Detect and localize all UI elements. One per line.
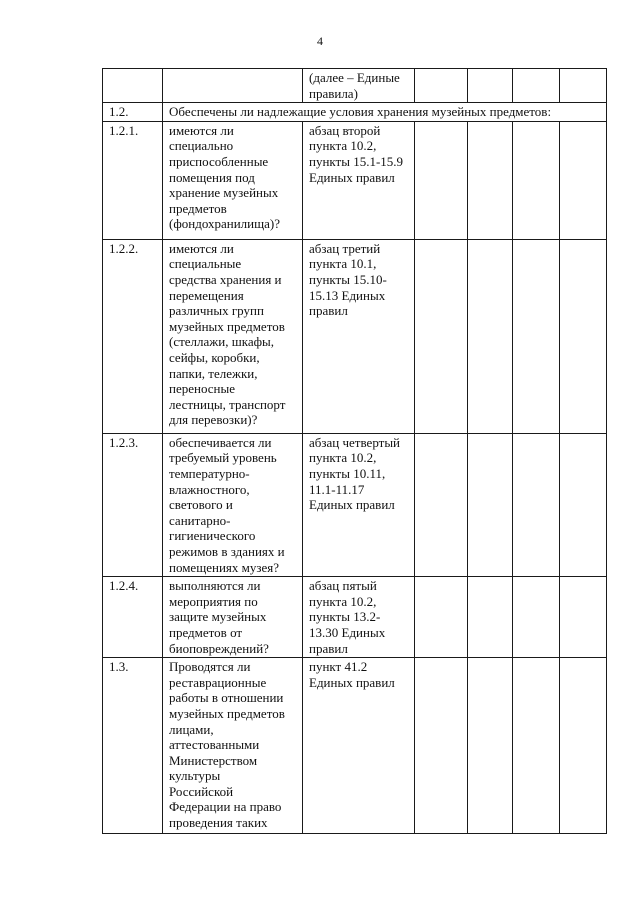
answer-yes-cell xyxy=(415,433,468,576)
table-row xyxy=(103,121,607,239)
table-row-section xyxy=(103,103,607,122)
row-number: 1.2.3. xyxy=(103,433,163,576)
answer-no-cell xyxy=(468,433,513,576)
row-reference: абзац четвертый пункта 10.2, пункты 10.11, 11.1-11.17 Единых правил xyxy=(303,433,415,576)
table-row xyxy=(103,658,607,834)
note-cell xyxy=(560,239,607,433)
section-title: Обеспечены ли надлежащие условия хранения музейных предметов: xyxy=(163,103,607,122)
row-reference: (далее – Единые правила) xyxy=(303,69,415,103)
answer-na-cell xyxy=(513,433,560,576)
row-question: обеспечивается ли требуемый уровень температурно- влажностного, светового и санитарно- гигиенического режимов в зданиях и помещениях музея? xyxy=(163,433,303,576)
section-number: 1.2. xyxy=(103,103,163,122)
answer-no-cell xyxy=(468,69,513,103)
note-cell xyxy=(560,577,607,658)
row-question: имеются ли специальные средства хранения и перемещения различных групп музейных предметов (стеллажи, шкафы, сейфы, коробки, папки, тележки, переносные лестницы, транспорт для перевозки)? xyxy=(163,239,303,433)
answer-na-cell xyxy=(513,69,560,103)
row-question xyxy=(163,69,303,103)
answer-na-cell xyxy=(513,577,560,658)
answer-no-cell xyxy=(468,577,513,658)
table-row-continuation xyxy=(103,69,607,103)
row-question: Проводятся ли реставрационные работы в отношении музейных предметов лицами, аттестованными Министерством культуры Российской Федерации на право проведения таких xyxy=(163,658,303,834)
note-cell xyxy=(560,658,607,834)
answer-yes-cell xyxy=(415,577,468,658)
row-reference: абзац третий пункта 10.1, пункты 15.10- 15.13 Единых правил xyxy=(303,239,415,433)
answer-na-cell xyxy=(513,658,560,834)
note-cell xyxy=(560,121,607,239)
answer-yes-cell xyxy=(415,239,468,433)
answer-no-cell xyxy=(468,658,513,834)
answer-na-cell xyxy=(513,239,560,433)
table-row xyxy=(103,433,607,576)
inspection-checklist-table xyxy=(102,68,607,834)
answer-no-cell xyxy=(468,239,513,433)
row-number xyxy=(103,69,163,103)
row-number: 1.2.1. xyxy=(103,121,163,239)
note-cell xyxy=(560,69,607,103)
row-number: 1.3. xyxy=(103,658,163,834)
table-row xyxy=(103,239,607,433)
row-question: имеются ли специально приспособленные помещения под хранение музейных предметов (фондохранилища)? xyxy=(163,121,303,239)
page-number: 4 xyxy=(317,34,323,48)
row-number: 1.2.2. xyxy=(103,239,163,433)
row-reference: пункт 41.2 Единых правил xyxy=(303,658,415,834)
row-reference: абзац второй пункта 10.2, пункты 15.1-15.9 Единых правил xyxy=(303,121,415,239)
answer-yes-cell xyxy=(415,658,468,834)
note-cell xyxy=(560,433,607,576)
table-row xyxy=(103,577,607,658)
answer-yes-cell xyxy=(415,69,468,103)
row-number: 1.2.4. xyxy=(103,577,163,658)
row-reference: абзац пятый пункта 10.2, пункты 13.2- 13.30 Единых правил xyxy=(303,577,415,658)
answer-yes-cell xyxy=(415,121,468,239)
answer-na-cell xyxy=(513,121,560,239)
row-question: выполняются ли мероприятия по защите музейных предметов от биоповреждений? xyxy=(163,577,303,658)
answer-no-cell xyxy=(468,121,513,239)
